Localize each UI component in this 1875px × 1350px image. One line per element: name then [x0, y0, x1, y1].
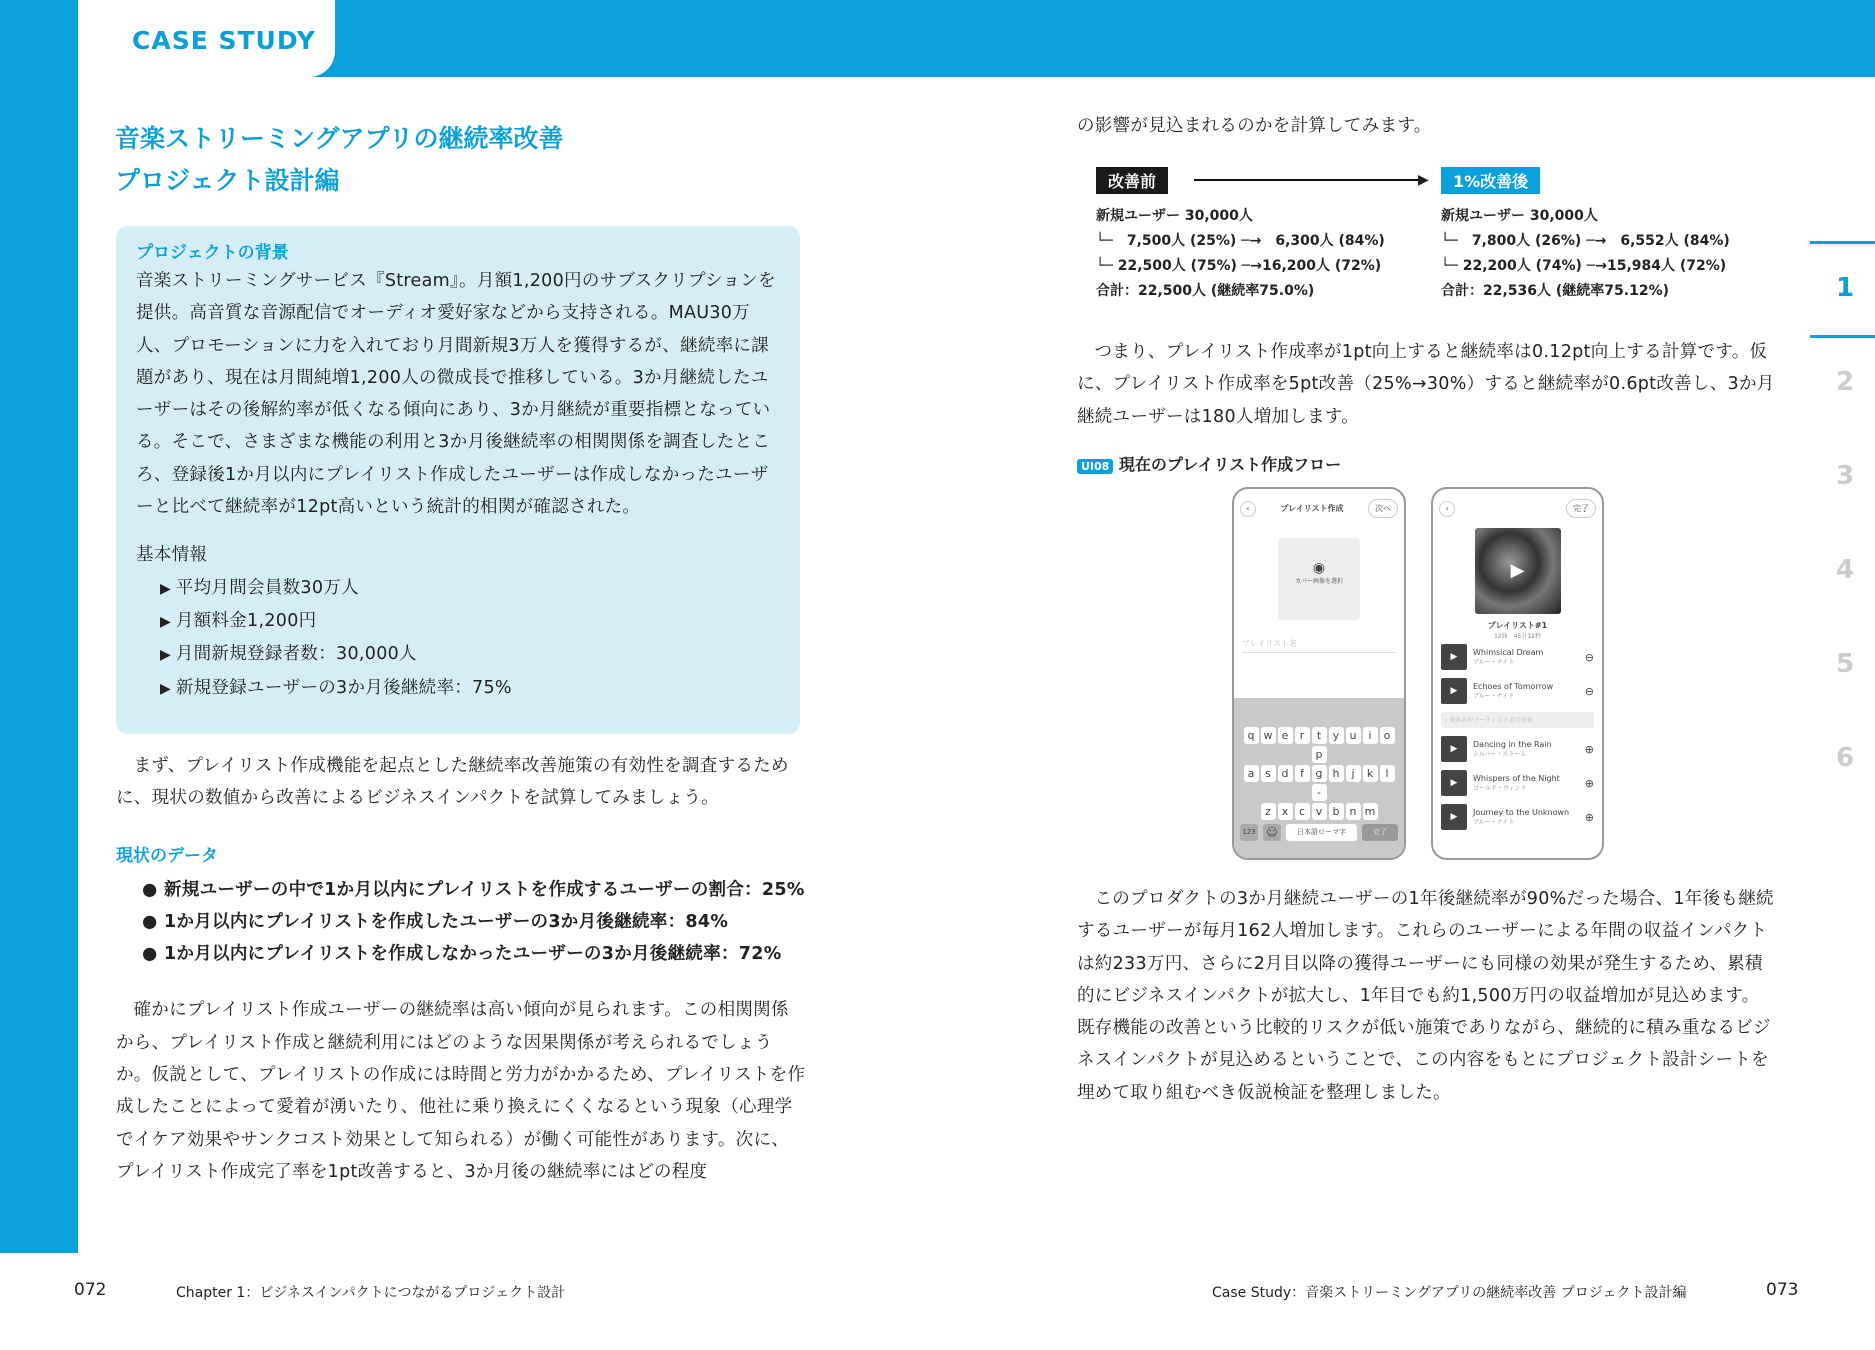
track-title: Whimsical Dream [1473, 648, 1544, 657]
left-running-footer: Chapter 1：ビジネスインパクトにつながるプロジェクト設計 [176, 1285, 566, 1301]
remove-track-icon[interactable]: ⊖ [1584, 650, 1594, 664]
key[interactable]: f [1295, 765, 1310, 782]
camera-icon: ◉ [1312, 560, 1326, 576]
key[interactable]: t [1312, 727, 1327, 744]
data-list [138, 874, 808, 971]
title-line-2: プロジェクト設計編 [115, 166, 340, 195]
track-title: Whispers of the Night [1473, 774, 1560, 783]
key[interactable]: o [1380, 727, 1395, 744]
phone-playlist-detail [1431, 487, 1604, 860]
num-key[interactable]: 123 [1240, 824, 1258, 841]
info-item: ▶ 新規登録ユーザーの3か月後継続率：75% [160, 672, 780, 705]
track-count: 12曲 [1494, 633, 1508, 640]
add-track-icon[interactable]: ⊕ [1584, 810, 1594, 824]
key[interactable]: - [1312, 784, 1327, 801]
figure-caption [1077, 452, 1341, 475]
right-para-2-wrap [1077, 883, 1777, 1109]
right-para-1: つまり、プレイリスト作成率が1pt向上すると継続率は0.12pt向上する計算です。仮に、プレイリスト作成率を5pt改善（25%→30%）すると継続率が0.6pt改善し、3か月継続ユーザーは180人増加します。 [1077, 342, 1775, 427]
figure-badge: UI08 [1077, 459, 1113, 474]
arrow-head-icon: ▶ [1418, 172, 1429, 188]
key[interactable]: k [1363, 765, 1378, 782]
track-title: Echoes of Tomorrow [1473, 682, 1554, 691]
track-row[interactable] [1433, 766, 1602, 800]
info-item: ▶ 平均月間会員数30万人 [160, 572, 780, 605]
playlist-cover-play-icon[interactable]: ▶ [1475, 528, 1561, 614]
right-page-number: 073 [1766, 1280, 1799, 1300]
diagram-line: └─ 7,800人 (26%) ─→ 6,552人 (84%) [1441, 233, 1730, 249]
chapter-tab-1[interactable]: 1 [1835, 273, 1855, 303]
duration: 45分12秒 [1513, 633, 1541, 640]
diagram-line: 新規ユーザー 30,000人 [1441, 208, 1598, 224]
key[interactable]: u [1346, 727, 1361, 744]
track-artist: ゴールド・ウィンド [1473, 785, 1527, 792]
key[interactable]: w [1261, 727, 1276, 744]
track-artist: ブルー・ナイト [1473, 693, 1515, 700]
right-para-0: の影響が見込まれるのかを計算してみます。 [1077, 116, 1432, 136]
playlist-name: プレイリスト#1 [1487, 621, 1548, 630]
chapter-marker-top [1810, 241, 1875, 244]
next-button[interactable]: 次へ [1368, 499, 1398, 518]
before-breakdown [1096, 204, 1385, 304]
chapter-tab-5[interactable]: 5 [1835, 649, 1855, 679]
done-button[interactable]: 完了 [1566, 499, 1596, 518]
chapter-tab-6[interactable]: 6 [1835, 743, 1855, 773]
track-list [1433, 640, 1602, 708]
key[interactable]: h [1329, 765, 1344, 782]
right-para-2: このプロダクトの3か月継続ユーザーの1年後継続率が90%だった場合、1年後も継続するユーザーが毎月162人増加します。これらのユーザーによる年間の収益インパクトは約233万円、さらに2月目以降の獲得ユーザーにも同様の効果が発生するため、累積的にビジネスインパクトが拡大し、1年目でも約1,500万円の収益増加が見込めます。既存機能の改善という比較的リスクが低い施策でありながら、継続的に積み重なるビジネスインパクトが見込めるということで、この内容をもとにプロジェクト設計シートを埋めて取り組むべき仮説検証を整理しました。 [1077, 889, 1774, 1103]
left-color-strip [0, 0, 78, 1253]
track-thumb-play-icon[interactable]: ▶ [1441, 678, 1467, 704]
key[interactable]: d [1278, 765, 1293, 782]
key[interactable]: x [1278, 803, 1293, 820]
left-column [116, 226, 806, 1188]
chapter-tab-4[interactable]: 4 [1835, 555, 1855, 585]
before-label: 改善前 [1096, 167, 1168, 194]
remove-track-icon[interactable]: ⊖ [1584, 684, 1594, 698]
track-artist: ブルー・ナイト [1473, 819, 1515, 826]
key[interactable]: c [1295, 803, 1310, 820]
chapter-marker-bottom [1810, 335, 1875, 338]
title-line-1: 音楽ストリーミングアプリの継続率改善 [115, 124, 564, 153]
after-breakdown [1441, 204, 1730, 304]
screen-title: プレイリスト作成 [1280, 504, 1344, 513]
key[interactable]: s [1261, 765, 1276, 782]
box-heading: プロジェクトの背景 [136, 243, 289, 263]
info-list [160, 572, 780, 705]
back-icon[interactable]: ‹ [1439, 501, 1455, 517]
key[interactable]: m [1363, 803, 1378, 820]
comparison-diagram [1096, 167, 1796, 317]
key[interactable]: n [1346, 803, 1361, 820]
data-item: ● 1か月以内にプレイリストを作成しなかったユーザーの3か月後継続率：72% [138, 938, 808, 970]
track-row[interactable] [1433, 800, 1602, 834]
key[interactable]: b [1329, 803, 1344, 820]
background-box [116, 226, 800, 734]
track-thumb-play-icon[interactable]: ▶ [1441, 770, 1467, 796]
key-row [1236, 726, 1402, 764]
chapter-tab-3[interactable]: 3 [1835, 461, 1855, 491]
track-title: Journey to the Unknown [1473, 808, 1570, 817]
add-track-icon[interactable]: ⊕ [1584, 776, 1594, 790]
key[interactable]: l [1380, 765, 1395, 782]
data-item: ● 新規ユーザーの中で1か月以内にプレイリストを作成するユーザーの割合：25% [138, 874, 808, 906]
emoji-key[interactable]: ☺ [1263, 824, 1281, 841]
data-heading: 現状のデータ [116, 845, 218, 866]
track-thumb-play-icon[interactable]: ▶ [1441, 736, 1467, 762]
diagram-line: └─ 22,500人 (75%) ─→16,200人 (72%) [1096, 258, 1382, 274]
key[interactable]: q [1244, 727, 1259, 744]
track-row[interactable] [1433, 674, 1602, 708]
key[interactable]: i [1363, 727, 1378, 744]
phone-create-playlist [1232, 487, 1406, 860]
key[interactable]: v [1312, 803, 1327, 820]
diagram-line: 合計：22,500人 (継続率75.0%) [1096, 283, 1315, 299]
search-placeholder: 楽曲名やアーティスト名で検索 [1449, 717, 1533, 724]
info-heading: 基本情報 [136, 545, 208, 566]
track-thumb-play-icon[interactable]: ▶ [1441, 804, 1467, 830]
key[interactable]: a [1244, 765, 1259, 782]
suggest-list [1433, 732, 1602, 834]
track-title: Dancing in the Rain [1473, 740, 1552, 749]
track-row[interactable] [1433, 732, 1602, 766]
key[interactable]: r [1295, 727, 1310, 744]
playlist-name-input[interactable]: プレイリスト名 [1242, 638, 1396, 653]
left-para-1: まず、プレイリスト作成機能を起点とした継続率改善施策の有効性を調査するために、現状の数値から改善によるビジネスインパクトを試算してみましょう。 [116, 756, 789, 809]
data-item: ● 1か月以内にプレイリストを作成したユーザーの3か月後継続率：84% [138, 906, 808, 938]
diagram-line: └─ 22,200人 (74%) ─→15,984人 (72%) [1441, 258, 1727, 274]
key[interactable]: y [1329, 727, 1344, 744]
search-input[interactable]: ⌕ 楽曲名やアーティスト名で検索 [1441, 712, 1594, 728]
cover-image-picker[interactable] [1278, 538, 1360, 620]
track-artist: シルバー・ストーム [1473, 751, 1527, 758]
track-artist: ブルー・ナイト [1473, 659, 1515, 666]
keyboard [1234, 698, 1404, 858]
diagram-line: 合計：22,536人 (継続率75.12%) [1441, 283, 1670, 299]
key[interactable]: j [1346, 765, 1361, 782]
track-row[interactable] [1433, 640, 1602, 674]
add-track-icon[interactable]: ⊕ [1584, 742, 1594, 756]
key-row [1236, 764, 1402, 802]
done-key[interactable]: 完了 [1362, 824, 1398, 841]
box-body: 音楽ストリーミングサービス『Stream』。月額1,200円のサブスクリプションを提供。高音質な音源配信でオーディオ愛好家などから支持される。MAU30万人、プロモーションに力を入れており月間新規3万人を獲得するが、継続率に課題があり、現在は月間純増1,200人の微成長で推移している。3か月継続したユーザーはその後解約率が低くなる傾向にあり、3か月継続が重要指標となっている。そこで、さまざまな機能の利用と3か月後継続率の相関関係を調査したところ、登録後1か月以内にプレイリスト作成したユーザーは作成しなかったユーザーと比べて継続率が12pt高いという統計的相関が確認された。 [136, 271, 776, 518]
diagram-line: └─ 7,500人 (25%) ─→ 6,300人 (84%) [1096, 233, 1385, 249]
chapter-tab-2[interactable]: 2 [1835, 367, 1855, 397]
figure-title: 現在のプレイリスト作成フロー [1118, 455, 1342, 474]
key[interactable]: z [1261, 803, 1276, 820]
key[interactable]: e [1278, 727, 1293, 744]
cover-label: カバー画像を選択 [1294, 578, 1343, 585]
back-icon[interactable]: ‹ [1240, 501, 1256, 517]
arrow-line [1194, 179, 1420, 181]
right-running-footer: Case Study：音楽ストリーミングアプリの継続率改善 プロジェクト設計編 [1212, 1285, 1687, 1301]
case-study-label: CASE STUDY [132, 26, 316, 55]
left-para-2: 確かにプレイリスト作成ユーザーの継続率は高い傾向が見られます。この相関関係から、プレイリスト作成と継続利用にはどのような因果関係が考えられるでしょうか。仮説として、プレイリストの作成には時間と労力がかかるため、プレイリストを作成したことによって愛着が湧いたり、他社に乗り換えにくくなるという現象（心理学でイケア効果やサンクコスト効果として知られる）が働く可能性があります。次に、プレイリスト作成完了率を1pt改善すると、3か月後の継続率にはどの程度 [116, 1000, 806, 1182]
left-page-number: 072 [74, 1280, 107, 1300]
info-item: ▶ 月額料金1,200円 [160, 605, 780, 638]
space-key[interactable]: 日本語ローマ字 [1286, 824, 1357, 841]
key[interactable]: p [1312, 746, 1327, 763]
key-row [1236, 802, 1402, 821]
key[interactable]: g [1312, 765, 1327, 782]
diagram-line: 新規ユーザー 30,000人 [1096, 208, 1253, 224]
page-title [115, 118, 564, 202]
after-label: 1%改善後 [1441, 167, 1540, 194]
track-thumb-play-icon[interactable]: ▶ [1441, 644, 1467, 670]
info-item: ▶ 月間新規登録者数：30,000人 [160, 638, 780, 671]
